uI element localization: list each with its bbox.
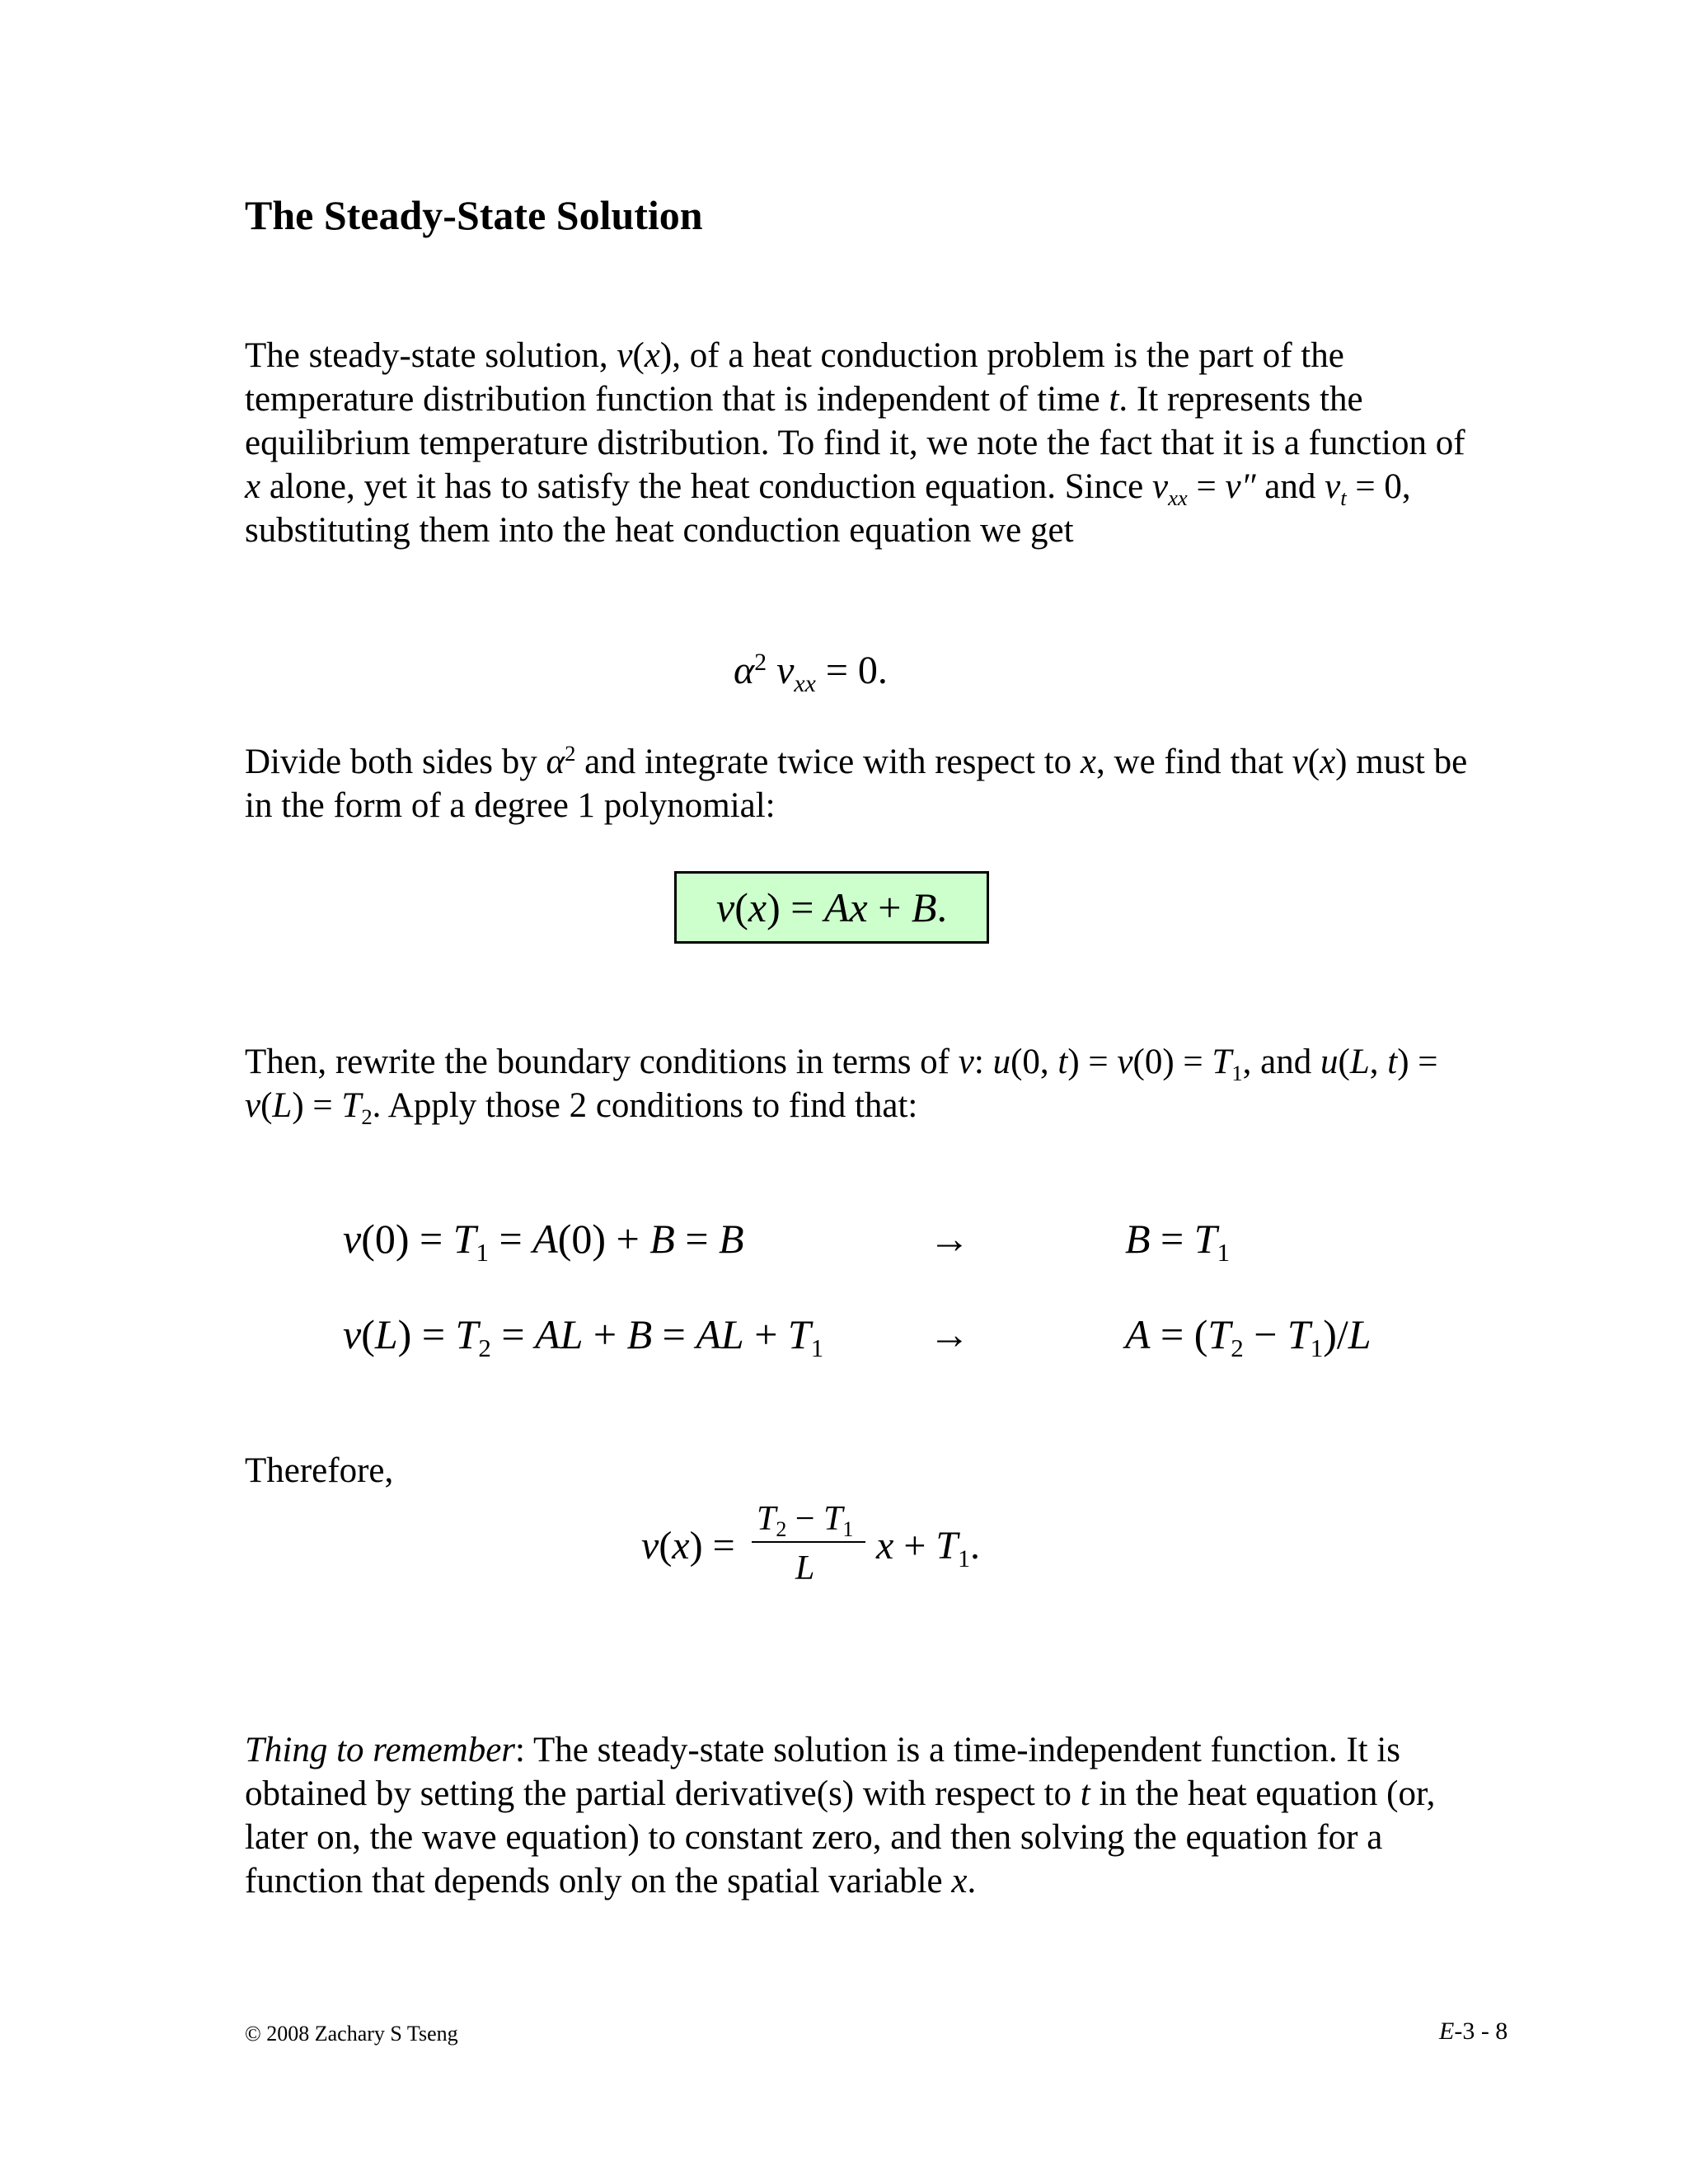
steady-state-equation: $\alpha^2$ $v_{xx} = 0$. [734, 648, 888, 697]
solution-denominator: L [795, 1549, 815, 1587]
right-arrow-icon: → [929, 1216, 970, 1262]
condition-1-result: $B = T_1$ [1125, 1216, 1231, 1267]
condition-2-equation: $v(L) = T_2$ = AL + B = AL + $T_1$ [343, 1311, 824, 1362]
page-number: E-3 - 8 [1439, 2018, 1508, 2045]
page-title: The Steady-State Solution [245, 192, 703, 238]
therefore-label: Therefore, [245, 1451, 394, 1490]
condition-2-result: $A = (T_2 - T_1)/L$ [1125, 1311, 1372, 1362]
boxed-general-solution: v(x) = Ax + B. [674, 871, 989, 944]
boundary-conditions-paragraph: Then, rewrite the boundary conditions in terms of v: u(0, $t) = v(0) = T_1$, and u(L, $t) = v(L) = T_2$. Apply those 2 conditions to find that: [245, 1043, 1438, 1129]
integration-paragraph: Divide both sides by $\alpha^2$ and integrate twice with respect to x, we find that v(x) must be in the form of a degree 1 polynomial: [245, 741, 1468, 825]
solution-lhs: v(x) = [641, 1524, 735, 1568]
solution-numerator: $T_2 - T_1$ [757, 1500, 854, 1542]
footer-copyright: © 2008 Zachary S Tseng [245, 2022, 458, 2046]
right-arrow-icon: → [929, 1311, 970, 1357]
intro-paragraph: The steady-state solution, v(x), of a heat conduction problem is the part of the temperature distribution function that is independent of time t. It represents the equilibrium temperature distribution. To find it, we note the fact that it is a function of x alone, yet it has to satisfy the heat conduction equation. Since $v_{xx} = v''$ and $v_t = 0$, substituting them into the heat conduction equation we get [245, 336, 1465, 550]
fraction-bar [752, 1541, 865, 1543]
solution-rhs-rest: $x + T_1$. [876, 1524, 980, 1572]
thing-to-remember-paragraph: Thing to remember: The steady-state solution is a time-independent function. It is obtained by setting the partial derivative(s) with respect to t in the heat equation (or, later on, the wave equation) to constant zero, and then solving the equation for a function that depends only on the spatial variable x. [245, 1731, 1436, 1900]
condition-1-equation: $v(0) = T_1 = A(0) + B = B$ [343, 1216, 744, 1267]
